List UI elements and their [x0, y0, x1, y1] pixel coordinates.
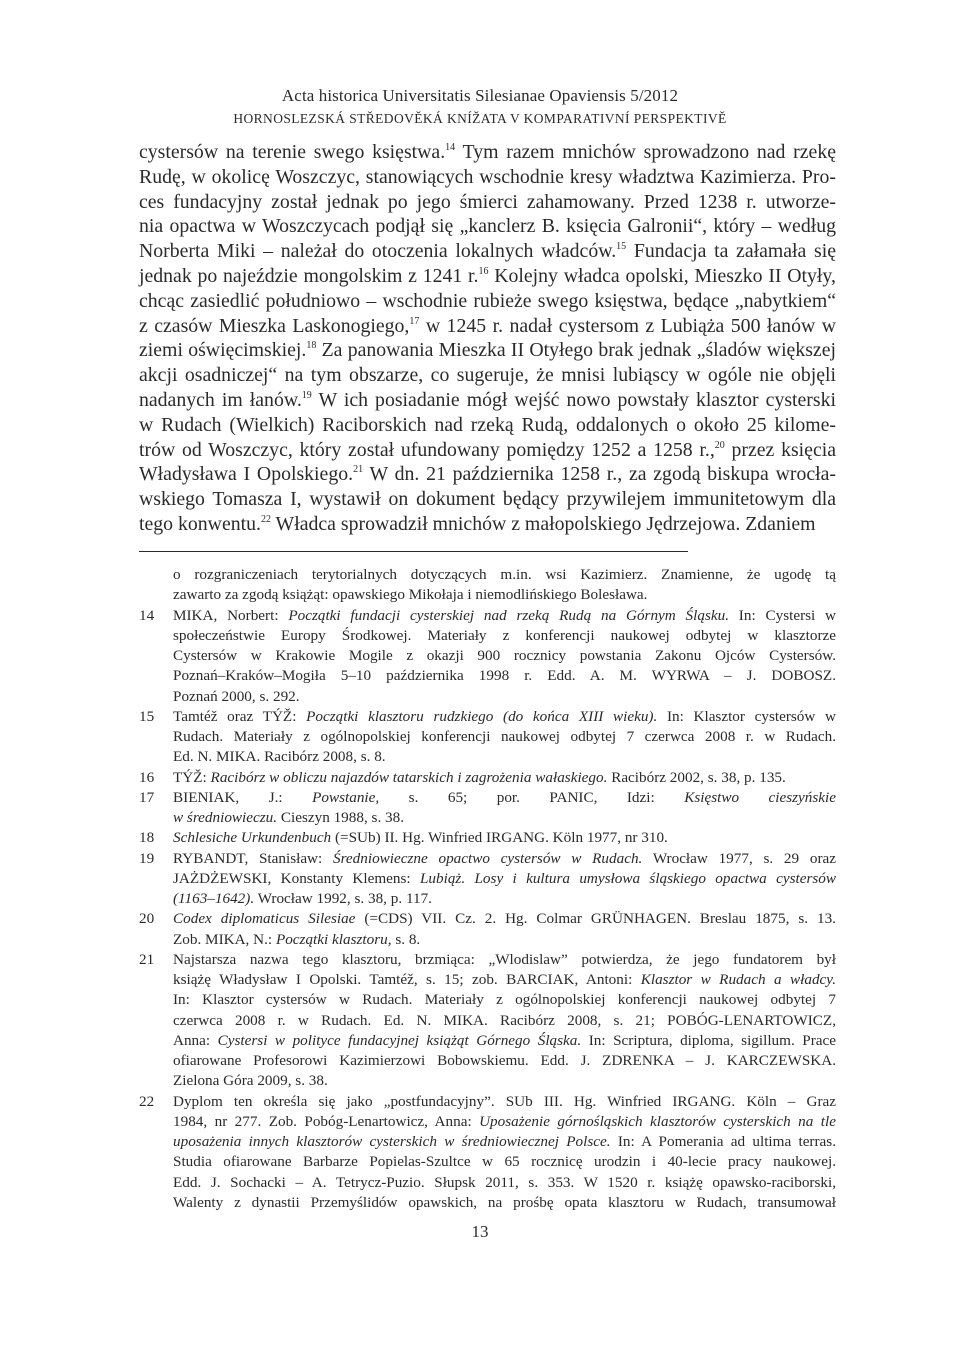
text-segment: ces fundacyjny został jednak po jego śmierci zahamowany. Przed 1238 r. utworze- — [139, 190, 836, 213]
footnote-line: zawarto za zgodą książąt: opawskiego Mikołaja i niemodlińskiego Bolesława. — [173, 586, 648, 604]
footnote-text — [173, 828, 836, 848]
footnote — [139, 768, 836, 788]
footnote-line — [173, 788, 836, 808]
footnote-reference: 17 — [409, 315, 420, 327]
footnote-line — [173, 1031, 836, 1051]
footnote — [139, 606, 836, 707]
footnote-text — [173, 950, 836, 1092]
body-line — [139, 487, 836, 512]
text-segment: Cieszyn 1988, s. 38. — [277, 809, 405, 826]
footnote-line — [173, 808, 836, 828]
text-segment: Rudę, w okolicę Woszczyc, stanowiących wschodnie kresy władztwa Kazimierza. Pro- — [139, 165, 836, 188]
text-segment: tego konwentu. — [139, 512, 261, 535]
footnote-title: Średniowieczne opactwo cystersów w Rudach. — [332, 849, 643, 867]
footnote-separator — [139, 551, 688, 552]
text-segment: Tamtéž oraz TÝŽ: — [173, 707, 307, 725]
footnote-title: Początki klasztoru, — [275, 930, 392, 948]
text-segment: In: Cystersi w — [729, 606, 837, 624]
footnote-line — [173, 1152, 836, 1172]
text-segment: nadanych im łanów. — [139, 388, 302, 411]
footnote-line — [173, 727, 836, 747]
body-line — [139, 338, 836, 363]
footnote-line — [173, 1193, 836, 1213]
text-segment: Studia ofiarowane Barbarze Popielas-Szultce w 65 rocznicę urodzin i 40-lecie pracy naukowej. — [173, 1153, 836, 1171]
footnote-line — [173, 1112, 836, 1132]
footnote-title: Księstwo cieszyńskie — [684, 788, 836, 806]
running-header-volume-title: HORNOSLEZSKÁ STŘEDOVĚKÁ KNÍŽATA V KOMPARATIVNÍ PERSPEKTIVĚ — [233, 111, 727, 126]
footnote-number: 17 — [139, 788, 155, 806]
footnote-line — [173, 930, 836, 950]
text-segment: w 1245 r. nadał cystersom z Lubiąża 500 łanów w — [419, 314, 836, 337]
body-line — [139, 363, 836, 388]
text-segment: 1984, nr 277. Zob. Pobóg-Lenartowicz, Anna: — [173, 1112, 480, 1130]
footnote-number: 14 — [139, 606, 155, 624]
body-line — [139, 438, 836, 463]
text-segment: akcji osadniczej“ na tym obszarze, co sugeruje, że mnisi lubiąscy w ogóle nie objęli — [139, 364, 836, 387]
footnote-reference: 19 — [301, 389, 312, 401]
text-segment: MIKA, Norbert: — [173, 606, 289, 624]
footnote-title: Klasztor w Rudach a władcy. — [640, 971, 836, 988]
footnote-line — [173, 1132, 836, 1152]
footnote-line — [173, 666, 836, 686]
text-segment: Edd. J. Sochacki – A. Tetrycz-Puzio. Słupsk 2011, s. 353. W 1520 r. książę opawsko-raciborski, — [173, 1173, 836, 1191]
text-segment: BIENIAK, J.: — [173, 788, 313, 806]
text-segment: książę Władysław I Opolski. Tamtéž, s. 15; zob. BARCIAK, Antoni: — [173, 971, 641, 988]
body-line — [139, 140, 836, 165]
body-line — [139, 165, 836, 190]
footnote-line — [173, 1071, 836, 1091]
text-segment: Tym razem mnichów sprowadzono nad rzekę — [455, 141, 836, 163]
text-segment: TÝŽ: — [173, 768, 211, 786]
text-segment: Wrocław 1992, s. 38, p. 117. — [254, 890, 432, 907]
footnote-title: Racibórz w obliczu najazdów tatarskich i zagrożenia wałaskiego. — [210, 768, 608, 786]
footnote-line — [173, 1092, 836, 1112]
footnote-line — [173, 1173, 836, 1193]
text-segment: RYBANDT, Stanisław: — [173, 849, 333, 867]
footnote-reference: 18 — [306, 340, 317, 352]
text-segment: JAŻDŻEWSKI, Konstanty Klemens: — [173, 869, 420, 887]
text-segment: Anna: — [173, 1031, 218, 1049]
text-segment: Za panowania Mieszka II Otyłego brak jednak „śladów większej — [316, 339, 836, 362]
text-segment: Wrocław 1977, s. 29 oraz — [642, 849, 836, 867]
text-segment: Racibórz 2002, s. 38, p. 135. — [607, 768, 786, 786]
footnote — [139, 707, 836, 768]
text-segment: chcąc zasiedlić południowo – wschodnie rubieże swego księstwa, będące „nabytkiem“ — [139, 289, 836, 312]
footnote-title: Powstanie, — [312, 788, 380, 806]
footnote-number: 19 — [139, 849, 155, 867]
footnote-line — [173, 889, 836, 909]
footnote-text — [173, 849, 836, 910]
footnote-line — [173, 606, 836, 626]
body-line — [139, 264, 836, 289]
footnote-line — [173, 768, 836, 788]
text-segment: In: Klasztor cystersów w Rudach. Materiały z ogólnopolskiej konferencji naukowej odbytej 7 — [173, 991, 836, 1009]
footnote — [139, 828, 836, 848]
text-segment: Norberta Miki – należał do otoczenia lokalnych władców. — [139, 240, 617, 263]
body-line — [139, 413, 836, 438]
footnote-text — [173, 788, 836, 829]
body-line — [139, 314, 836, 339]
text-segment: Kolejny władca opolski, Mieszko II Otyły, — [488, 264, 836, 287]
footnote-title: Początki fundacji cysterskiej nad rzeką Rudą na Górnym Śląsku. — [288, 606, 730, 624]
text-segment: In: Scriptura, diploma, sigillum. Prace — [581, 1031, 836, 1049]
footnote-reference: 14 — [445, 142, 456, 153]
footnote-line — [173, 970, 836, 990]
text-segment: Najstarsza nazwa tego klasztoru, brzmiąca: „Wlodislaw” potwierdza, że jego fundatorem był — [173, 950, 836, 968]
text-segment: Fundacja ta załamała się — [626, 240, 836, 263]
footnote-number: 18 — [139, 829, 155, 847]
text-segment: In: A Pomerania ad ultima terras. — [610, 1133, 837, 1150]
text-segment: ofiarowane Profesorowi Kazimierzowi Bobowskiemu. Edd. J. ZDRENKA – J. KARCZEWSKA. — [173, 1052, 836, 1069]
footnote-line — [173, 1011, 836, 1031]
footnote-title: (1163–1642). — [173, 890, 255, 907]
footnote-line — [173, 707, 836, 727]
footnote-text — [173, 707, 836, 768]
text-segment: Ed. N. MIKA. Racibórz 2008, s. 8. — [173, 748, 386, 766]
text-segment: W dn. 21 października 1258 r., za zgodą biskupa wrocła- — [363, 463, 836, 486]
footnote-text — [173, 606, 836, 707]
footnote-line — [173, 747, 836, 767]
text-segment: Rudach. Materiały z ogólnopolskiej konferencji naukowej odbytej 7 czerwca 2008 r. w Rudach. — [173, 728, 836, 745]
text-segment: czerwca 2008 r. w Rudach. Ed. N. MIKA. Racibórz 2008, s. 21; POBÓG-LENARTOWICZ, — [173, 1011, 836, 1029]
text-segment: Poznań 2000, s. 292. — [173, 687, 300, 705]
body-line — [139, 388, 836, 413]
text-segment: s. 8. — [391, 930, 421, 948]
text-segment: z czasów Mieszka Laskonogiego, — [139, 314, 410, 337]
text-segment: Cystersów w Krakowie Mogile z okazji 900 rocznicy powstania Zakonu Ojców Cystersów. — [173, 647, 836, 664]
footnote-number: 15 — [139, 707, 155, 725]
body-line — [139, 239, 836, 264]
footnote-line — [173, 990, 836, 1010]
footnote — [139, 849, 836, 910]
text-segment: wskiego Tomasza I, wystawił on dokument będący przywilejem immunitetowym dla — [139, 488, 836, 511]
text-segment: trów od Woszczyc, który został ufundowany pomiędzy 1252 a 1258 r., — [139, 438, 715, 461]
footnote-line — [173, 828, 836, 848]
footnote-reference: 20 — [714, 439, 725, 451]
text-segment: Zob. MIKA, N.: — [173, 930, 276, 948]
text-segment: jednak po najeździe mongolskim z 1241 r. — [139, 264, 479, 287]
footnote-text — [173, 768, 836, 788]
footnotes — [139, 565, 836, 1213]
text-segment: Zielona Góra 2009, s. 38. — [173, 1072, 328, 1090]
text-segment: W ich posiadanie mógł wejść nowo powstały klasztor cysterski — [311, 388, 836, 411]
footnote — [139, 950, 836, 1092]
text-segment: ziemi oświęcimskiej. — [139, 339, 307, 362]
footnote-line — [173, 626, 836, 646]
running-header-journal: Acta historica Universitatis Silesianae Opaviensis 5/2012 — [281, 86, 679, 105]
text-segment: nia opactwa w Woszczycach podjął się „kanclerz B. księcia Galronii“, który – według — [139, 215, 836, 238]
text-segment: cystersów na terenie swego księstwa. — [139, 141, 446, 163]
body-line — [139, 214, 836, 239]
text-segment: In: Klasztor cystersów w — [657, 707, 837, 725]
body-line — [139, 512, 836, 537]
footnote-number: 20 — [139, 910, 155, 928]
footnote-title: Początki klasztoru rudzkiego (do końca XIII wieku). — [306, 707, 658, 725]
footnote-reference: 15 — [616, 241, 627, 253]
footnote-title: uposażenia innych klasztorów cysterskich w średniowiecznej Polsce. — [173, 1133, 611, 1150]
body-line — [139, 462, 836, 487]
footnote-reference: 22 — [260, 513, 271, 525]
footnote-text — [173, 1092, 836, 1214]
footnote-line — [173, 1051, 836, 1071]
text-segment: Walenty z dynastii Przemyślidów opawskich, na prośbę opata klasztoru w Rudach, transumował — [173, 1193, 836, 1211]
footnote — [139, 909, 836, 950]
text-segment: Poznań–Kraków–Mogiła 5–10 października 1998 r. Edd. A. M. WYRWA – J. DOBOSZ. — [173, 667, 836, 685]
footnote — [139, 1092, 836, 1214]
footnote-line — [173, 869, 836, 889]
text-segment: s. 65; por. PANIC, Idzi: — [379, 788, 685, 806]
footnote-line: o rozgraniczeniach terytorialnych dotyczących m.in. wsi Kazimierz. Znamienne, że ugodę tą — [173, 566, 836, 583]
footnote-title: Schlesiche Urkundenbuch — [173, 829, 332, 847]
footnote-title: Uposażenie górnośląskich klasztorów cysterskich na tle — [479, 1112, 836, 1130]
text-segment: (=CDS) VII. Cz. 2. Hg. Colmar GRÜNHAGEN. Breslau 1875, s. 13. — [355, 910, 836, 928]
footnote-line — [173, 646, 836, 666]
footnote-title: w średniowieczu. — [173, 809, 278, 826]
text-segment: Dyplom ten określa się jako „postfundacyjny”. SUb III. Hg. Winfried IRGANG. Köln – Graz — [173, 1092, 836, 1110]
footnote-number: 21 — [139, 950, 155, 968]
footnote — [139, 788, 836, 829]
footnote-title: Codex diplomaticus Silesiae — [173, 910, 356, 928]
text-segment: w Rudach (Wielkich) Raciborskich nad rzeką Rudą, oddalonych o około 25 kilome- — [139, 413, 836, 436]
footnote-number: 16 — [139, 768, 155, 786]
text-segment: społeczeństwie Europy Środkowej. Materiały z konferencji naukowej odbytej w klasztorze — [173, 626, 836, 644]
body-line — [139, 190, 836, 215]
footnote-number: 22 — [139, 1092, 155, 1110]
footnote-title: Cystersi w polityce fundacyjnej książąt Górnego Śląska. — [217, 1031, 582, 1049]
body-line — [139, 289, 836, 314]
footnote-line — [173, 950, 836, 970]
text-segment: (=SUb) II. Hg. Winfried IRGANG. Köln 1977, nr 310. — [331, 829, 668, 847]
text-segment: Władca sprowadził mnichów z małopolskiego Jędrzejowa. Zdaniem — [270, 512, 816, 535]
footnote-line — [173, 909, 836, 929]
footnote-title: Lubiąż. Losy i kultura umysłowa śląskiego opactwa cystersów — [419, 869, 837, 887]
footnote-continuation — [139, 565, 836, 606]
footnote-line — [173, 687, 836, 707]
footnote-reference: 21 — [353, 464, 364, 476]
main-text — [139, 140, 836, 537]
page-number: 13 — [471, 1222, 489, 1241]
footnote-line — [173, 849, 836, 869]
footnote-reference: 16 — [478, 265, 489, 277]
footnote-text — [173, 909, 836, 950]
text-segment: Władysława I Opolskiego. — [139, 463, 354, 486]
text-segment: przez księcia — [724, 438, 836, 461]
